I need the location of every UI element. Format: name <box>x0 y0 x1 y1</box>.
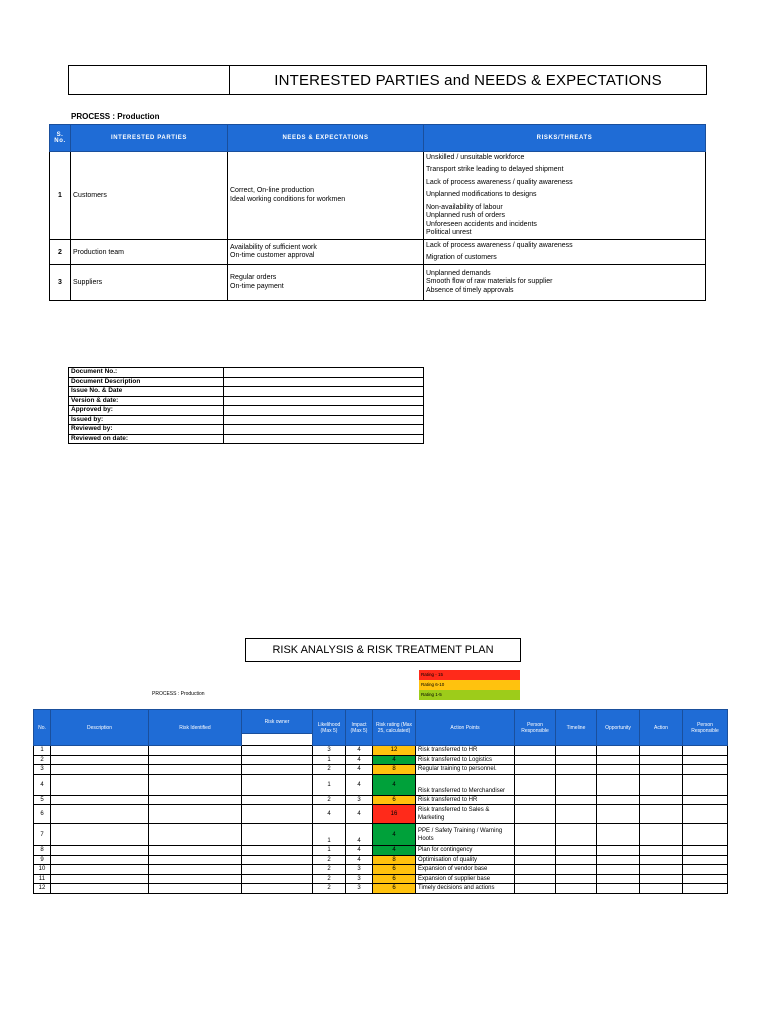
process-label-2: PROCESS : Production <box>152 691 205 697</box>
doc-value-cell[interactable] <box>224 368 424 378</box>
risk-person-2[interactable] <box>683 874 728 884</box>
risk-impact: 4 <box>346 846 373 856</box>
doc-label: Reviewed on date: <box>69 434 224 444</box>
risk-owner[interactable] <box>242 846 313 856</box>
risk-likelihood: 1 <box>313 846 346 856</box>
risk-likelihood: 2 <box>313 765 346 775</box>
doc-label: Issue No. & Date <box>69 387 224 397</box>
risk-description[interactable] <box>51 855 149 865</box>
risk-action-point: Risk transferred to HR <box>416 746 515 756</box>
risk-rating: 8 <box>373 765 416 775</box>
risk-opportunity[interactable] <box>597 874 640 884</box>
risk-timeline[interactable] <box>556 765 597 775</box>
risk-analysis-title: RISK ANALYSIS & RISK TREATMENT PLAN <box>245 638 521 662</box>
doc-label: Document No.: <box>69 368 224 378</box>
doc-label: Document Description <box>69 377 224 387</box>
risk-impact: 4 <box>346 855 373 865</box>
risk-action-point: Timely decisions and actions <box>416 884 515 894</box>
risk-action-point: Risk transferred to Sales & Marketing <box>416 805 515 824</box>
risk-action-point: Risk transferred to Merchandiser <box>416 774 515 795</box>
risk-owner[interactable] <box>242 755 313 765</box>
risk-action[interactable] <box>640 774 683 795</box>
risk-no: 5 <box>34 795 51 805</box>
table-row <box>69 368 424 378</box>
risk-owner[interactable] <box>242 874 313 884</box>
risk-impact: 3 <box>346 865 373 875</box>
risk-action-point: Regular training to personnel. <box>416 765 515 775</box>
risk-person[interactable] <box>515 774 556 795</box>
table-row <box>34 765 728 775</box>
ip-risk-item: Unforeseen accidents and incidents <box>426 220 537 228</box>
doc-value-cell[interactable] <box>224 406 424 416</box>
risk-likelihood: 1 <box>313 824 346 846</box>
doc-label: Version & date: <box>69 396 224 406</box>
risk-owner[interactable] <box>242 884 313 894</box>
table-row <box>50 152 706 240</box>
risk-rating: 4 <box>373 824 416 846</box>
interested-parties-table <box>49 124 706 301</box>
risk-person-2[interactable] <box>683 884 728 894</box>
risk-timeline[interactable] <box>556 884 597 894</box>
risk-impact: 4 <box>346 765 373 775</box>
risk-rating: 6 <box>373 884 416 894</box>
ip-need-item: On-time customer approval <box>230 252 315 259</box>
risk-identified[interactable] <box>149 755 242 765</box>
risk-action-point: Optimisation of quality <box>416 855 515 865</box>
risk-action[interactable] <box>640 805 683 824</box>
risk-rating: 12 <box>373 746 416 756</box>
risk-opportunity[interactable] <box>597 755 640 765</box>
risk-rating: 4 <box>373 846 416 856</box>
rh-person-responsible: Person Responsible <box>515 710 556 746</box>
process-label: PROCESS : Production <box>71 112 160 121</box>
table-row <box>34 755 728 765</box>
ip-risk-item: Unplanned demands <box>426 269 491 277</box>
rh-description: Description <box>51 710 149 746</box>
risk-identified[interactable] <box>149 884 242 894</box>
table-row <box>34 824 728 846</box>
risk-rating: 6 <box>373 795 416 805</box>
risk-timeline[interactable] <box>556 874 597 884</box>
risk-opportunity[interactable] <box>597 884 640 894</box>
risk-opportunity[interactable] <box>597 805 640 824</box>
risk-opportunity[interactable] <box>597 855 640 865</box>
risk-description[interactable] <box>51 746 149 756</box>
table-row <box>34 805 728 824</box>
rh-risk-rating: Risk rating (Max 25, calculated) <box>373 710 416 746</box>
ip-need-item: Availability of sufficient work <box>230 243 317 251</box>
risk-action[interactable] <box>640 855 683 865</box>
risk-person[interactable] <box>515 765 556 775</box>
risk-no: 6 <box>34 805 51 824</box>
risk-owner[interactable] <box>242 824 313 846</box>
risk-identified[interactable] <box>149 795 242 805</box>
risk-person-2[interactable] <box>683 765 728 775</box>
risk-action-point: Risk transferred to Logistics <box>416 755 515 765</box>
rh-timeline: Timeline <box>556 710 597 746</box>
risk-impact: 3 <box>346 795 373 805</box>
ip-party: Production team <box>71 240 228 265</box>
risk-owner[interactable] <box>242 774 313 795</box>
risk-timeline[interactable] <box>556 795 597 805</box>
ip-risks <box>424 152 706 240</box>
doc-label: Approved by: <box>69 406 224 416</box>
risk-description[interactable] <box>51 765 149 775</box>
risk-timeline[interactable] <box>556 746 597 756</box>
risk-description[interactable] <box>51 824 149 846</box>
risk-identified[interactable] <box>149 855 242 865</box>
ip-header-risks: RISKS/THREATS <box>424 125 706 152</box>
risk-no: 9 <box>34 855 51 865</box>
risk-identified[interactable] <box>149 865 242 875</box>
document-title: INTERESTED PARTIES and NEEDS & EXPECTATIONS <box>230 66 707 95</box>
ip-sno: 2 <box>50 240 71 265</box>
risk-owner[interactable] <box>242 746 313 756</box>
table-row <box>34 884 728 894</box>
risk-description[interactable] <box>51 774 149 795</box>
risk-rating: 16 <box>373 805 416 824</box>
ip-sno: 1 <box>50 152 71 240</box>
doc-value-cell[interactable] <box>224 396 424 406</box>
ip-risk-item: Absence of timely approvals <box>426 286 514 294</box>
table-row <box>50 240 706 265</box>
ip-risk-item: Unskilled / unsuitable workforce <box>426 153 525 161</box>
risk-description[interactable] <box>51 874 149 884</box>
risk-timeline[interactable] <box>556 855 597 865</box>
rh-action-points: Action Points <box>416 710 515 746</box>
risk-no: 10 <box>34 865 51 875</box>
risk-identified[interactable] <box>149 846 242 856</box>
ip-header-parties: INTERESTED PARTIES <box>71 125 228 152</box>
risk-person-2[interactable] <box>683 755 728 765</box>
risk-treatment-table <box>33 709 728 894</box>
risk-person[interactable] <box>515 855 556 865</box>
risk-action[interactable] <box>640 765 683 775</box>
risk-timeline[interactable] <box>556 755 597 765</box>
doc-label: Reviewed by: <box>69 425 224 435</box>
ip-header-sno: S. No. <box>50 125 71 152</box>
risk-person-2[interactable] <box>683 846 728 856</box>
risk-impact: 4 <box>346 805 373 824</box>
ip-needs <box>228 240 424 265</box>
rh-impact: Impact (Max 5) <box>346 710 373 746</box>
risk-action[interactable] <box>640 795 683 805</box>
risk-action-point: Risk transferred to HR <box>416 795 515 805</box>
risk-description[interactable] <box>51 795 149 805</box>
risk-likelihood: 2 <box>313 884 346 894</box>
rh-risk-identified: Risk Identified <box>149 710 242 746</box>
ip-need-item: Regular orders <box>230 274 277 281</box>
risk-rating: 8 <box>373 855 416 865</box>
rh-no: No. <box>34 710 51 746</box>
ip-need-item: On-time payment <box>230 282 284 290</box>
risk-owner[interactable] <box>242 805 313 824</box>
rh-person-responsible-2: Person Responsible <box>683 710 728 746</box>
ip-risk-item: Smooth flow of raw materials for supplier <box>426 278 553 286</box>
legend-high: Rating - 15 <box>419 670 520 680</box>
risk-person[interactable] <box>515 755 556 765</box>
risk-rating: 4 <box>373 755 416 765</box>
risk-no: 11 <box>34 874 51 884</box>
rh-likelihood: Likelihood (Max 5) <box>313 710 346 746</box>
risk-header-row <box>34 710 728 734</box>
risk-description[interactable] <box>51 865 149 875</box>
table-row <box>69 415 424 425</box>
risk-identified[interactable] <box>149 824 242 846</box>
risk-action-point: Expansion of vendor base <box>416 865 515 875</box>
risk-identified[interactable] <box>149 805 242 824</box>
risk-person-2[interactable] <box>683 824 728 846</box>
risk-person-2[interactable] <box>683 795 728 805</box>
risk-person[interactable] <box>515 884 556 894</box>
risk-likelihood: 2 <box>313 874 346 884</box>
rh-action: Action <box>640 710 683 746</box>
doc-label: Issued by: <box>69 415 224 425</box>
risk-no: 2 <box>34 755 51 765</box>
risk-no: 8 <box>34 846 51 856</box>
doc-value-cell[interactable] <box>224 387 424 397</box>
risk-identified[interactable] <box>149 774 242 795</box>
ip-risk-item: Lack of process awareness / quality awareness <box>426 178 573 186</box>
risk-person-2[interactable] <box>683 855 728 865</box>
risk-action-point: Expansion of supplier base <box>416 874 515 884</box>
ip-header-needs: NEEDS & EXPECTATIONS <box>228 125 424 152</box>
risk-person[interactable] <box>515 805 556 824</box>
risk-action[interactable] <box>640 824 683 846</box>
risk-owner[interactable] <box>242 765 313 775</box>
ip-header-row <box>50 125 706 152</box>
ip-risk-item: Unplanned modifications to designs <box>426 191 537 198</box>
risk-action[interactable] <box>640 746 683 756</box>
risk-likelihood: 4 <box>313 805 346 824</box>
ip-risk-item: Non-availability of labour <box>426 203 503 211</box>
risk-person-2[interactable] <box>683 865 728 875</box>
risk-opportunity[interactable] <box>597 846 640 856</box>
risk-likelihood: 3 <box>313 746 346 756</box>
table-row <box>34 874 728 884</box>
rh-risk-owner: Risk owner <box>242 710 313 734</box>
ip-risk-item: Migration of customers <box>426 254 497 261</box>
risk-impact: 4 <box>346 824 373 846</box>
risk-rating: 6 <box>373 865 416 875</box>
ip-needs <box>228 152 424 240</box>
risk-person[interactable] <box>515 795 556 805</box>
risk-rating: 6 <box>373 874 416 884</box>
risk-likelihood: 1 <box>313 774 346 795</box>
risk-description[interactable] <box>51 755 149 765</box>
risk-person-2[interactable] <box>683 746 728 756</box>
risk-identified[interactable] <box>149 765 242 775</box>
risk-impact: 3 <box>346 874 373 884</box>
doc-value-cell[interactable] <box>224 415 424 425</box>
doc-value-cell[interactable] <box>224 377 424 387</box>
ip-risks <box>424 240 706 265</box>
risk-person-2[interactable] <box>683 805 728 824</box>
risk-timeline[interactable] <box>556 774 597 795</box>
risk-description[interactable] <box>51 805 149 824</box>
doc-value-cell[interactable] <box>224 425 424 435</box>
risk-action-point: PPE / Safety Training / Warning Hoots <box>416 824 515 846</box>
risk-action[interactable] <box>640 884 683 894</box>
risk-identified[interactable] <box>149 874 242 884</box>
table-row <box>34 795 728 805</box>
risk-timeline[interactable] <box>556 846 597 856</box>
risk-person[interactable] <box>515 865 556 875</box>
risk-person[interactable] <box>515 874 556 884</box>
ip-sno: 3 <box>50 265 71 301</box>
rh-opportunity: Opportunity <box>597 710 640 746</box>
risk-rating: 4 <box>373 774 416 795</box>
ip-party: Suppliers <box>71 265 228 301</box>
table-row <box>34 774 728 795</box>
table-row <box>69 396 424 406</box>
risk-impact: 4 <box>346 774 373 795</box>
risk-action[interactable] <box>640 755 683 765</box>
risk-no: 12 <box>34 884 51 894</box>
table-row <box>34 746 728 756</box>
risk-person[interactable] <box>515 846 556 856</box>
table-row <box>69 434 424 444</box>
ip-needs <box>228 265 424 301</box>
legend-medium: Rating 6-10 <box>419 680 520 690</box>
legend-low: Rating 1-5 <box>419 690 520 700</box>
risk-action[interactable] <box>640 846 683 856</box>
ip-risk-item: Transport strike leading to delayed shipment <box>426 166 564 173</box>
ip-party: Customers <box>71 152 228 240</box>
risk-opportunity[interactable] <box>597 746 640 756</box>
risk-identified[interactable] <box>149 746 242 756</box>
table-row <box>34 865 728 875</box>
ip-risk-item: Political unrest <box>426 229 472 236</box>
risk-likelihood: 2 <box>313 865 346 875</box>
risk-impact: 4 <box>346 755 373 765</box>
table-row <box>69 425 424 435</box>
title-box <box>68 65 707 95</box>
risk-action[interactable] <box>640 874 683 884</box>
ip-risk-item: Lack of process awareness / quality awareness <box>426 241 573 249</box>
table-row <box>34 855 728 865</box>
ip-risk-item: Unplanned rush of orders <box>426 212 505 219</box>
risk-impact: 4 <box>346 746 373 756</box>
risk-impact: 3 <box>346 884 373 894</box>
risk-person-2[interactable] <box>683 774 728 795</box>
risk-owner[interactable] <box>242 865 313 875</box>
risk-no: 3 <box>34 765 51 775</box>
risk-timeline[interactable] <box>556 865 597 875</box>
table-row <box>50 265 706 301</box>
risk-timeline[interactable] <box>556 805 597 824</box>
risk-action-point: Plan for contingency <box>416 846 515 856</box>
risk-person[interactable] <box>515 746 556 756</box>
risk-owner[interactable] <box>242 795 313 805</box>
table-row <box>34 846 728 856</box>
ip-need-item: Correct, On-line production <box>230 187 315 194</box>
risk-no: 4 <box>34 774 51 795</box>
table-row <box>69 377 424 387</box>
risk-opportunity[interactable] <box>597 774 640 795</box>
risk-likelihood: 1 <box>313 755 346 765</box>
risk-no: 1 <box>34 746 51 756</box>
risk-person[interactable] <box>515 824 556 846</box>
title-box-left-cell <box>69 66 230 95</box>
risk-opportunity[interactable] <box>597 865 640 875</box>
risk-description[interactable] <box>51 846 149 856</box>
risk-action[interactable] <box>640 865 683 875</box>
table-row <box>69 406 424 416</box>
risk-likelihood: 2 <box>313 855 346 865</box>
table-row <box>69 387 424 397</box>
ip-need-item: Ideal working conditions for workmen <box>230 195 346 203</box>
risk-opportunity[interactable] <box>597 765 640 775</box>
risk-description[interactable] <box>51 884 149 894</box>
risk-owner[interactable] <box>242 855 313 865</box>
risk-likelihood: 2 <box>313 795 346 805</box>
ip-risks <box>424 265 706 301</box>
risk-timeline[interactable] <box>556 824 597 846</box>
rh-risk-owner-sub <box>242 734 313 746</box>
risk-opportunity[interactable] <box>597 824 640 846</box>
risk-opportunity[interactable] <box>597 795 640 805</box>
risk-no: 7 <box>34 824 51 846</box>
document-info-table <box>68 367 424 444</box>
doc-value-cell[interactable] <box>224 434 424 444</box>
